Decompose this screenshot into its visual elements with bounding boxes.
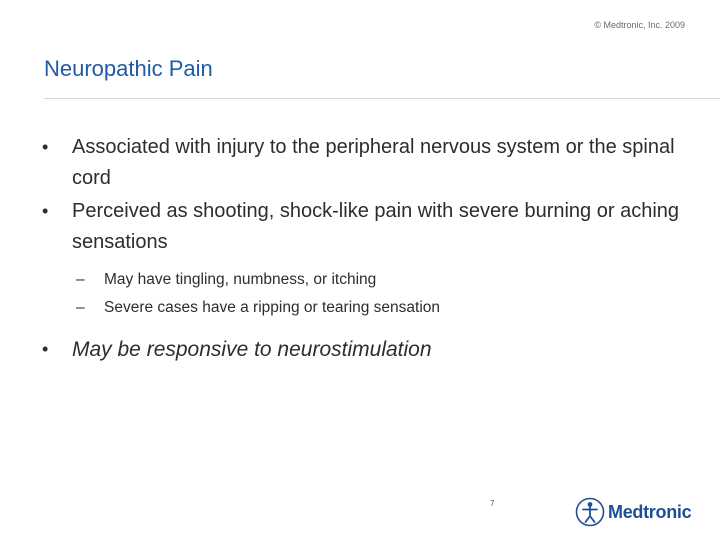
dash-marker: –	[76, 299, 85, 316]
bullet-list	[36, 132, 686, 368]
slide-title: Neuropathic Pain	[44, 56, 213, 81]
logo-wordmark: Medtronic	[608, 501, 692, 522]
sub-bullet-item-2	[36, 294, 686, 322]
bullet-marker: •	[42, 137, 49, 157]
bullet-text: Perceived as shooting, shock-like pain with severe burning or aching sensations	[72, 200, 680, 253]
title-divider	[44, 98, 720, 99]
medtronic-figure-icon	[575, 497, 605, 527]
bullet-item-3	[36, 334, 686, 366]
bullet-marker: •	[42, 339, 49, 359]
bullet-item-2	[36, 196, 686, 258]
copyright-notice: © Medtronic, Inc. 2009	[594, 20, 685, 30]
bullet-text: Associated with injury to the peripheral nervous system or the spinal cord	[72, 136, 675, 189]
dash-marker: –	[76, 271, 85, 288]
sub-bullet-text: Severe cases have a ripping or tearing sensation	[104, 299, 441, 316]
medtronic-logo	[575, 497, 691, 527]
bullet-item-1	[36, 132, 686, 194]
sub-bullet-item-1	[36, 266, 686, 294]
page-number: 7	[490, 499, 495, 508]
bullet-marker: •	[42, 201, 49, 221]
bullet-text: May be responsive to neurostimulation	[72, 338, 432, 361]
sub-bullet-text: May have tingling, numbness, or itching	[104, 271, 377, 288]
